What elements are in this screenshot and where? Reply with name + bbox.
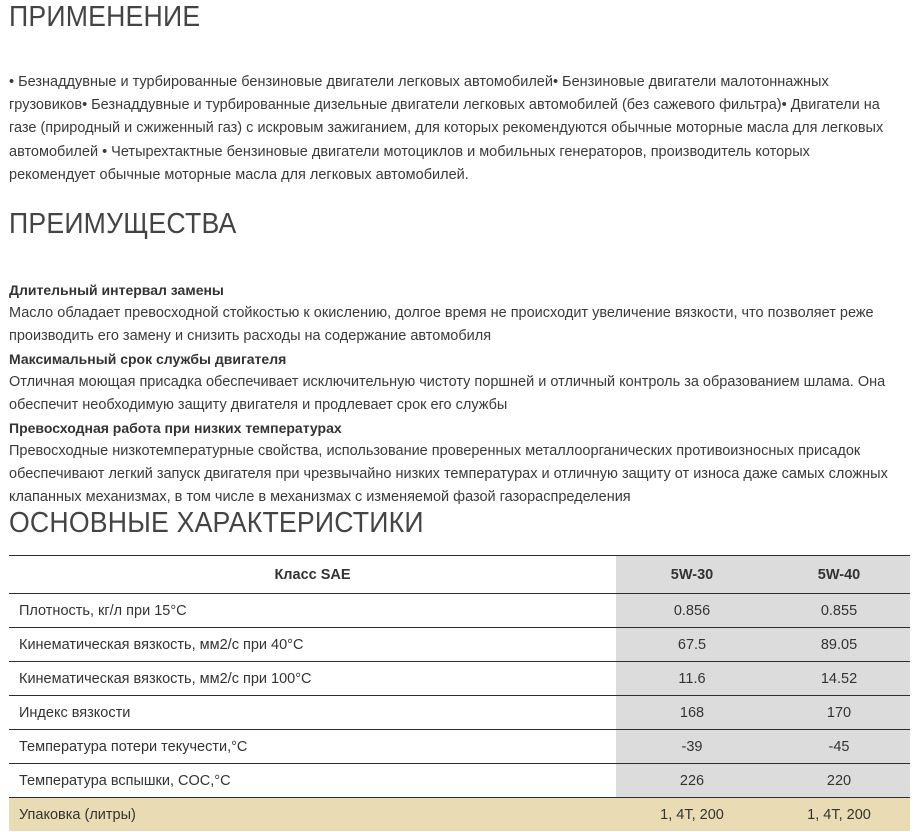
row-label: Индекс вязкости [9, 696, 616, 730]
row-label: Кинематическая вязкость, мм2/с при 100°C [9, 662, 616, 696]
row-value-5w40: 14.52 [768, 662, 910, 696]
table-header-row [9, 556, 910, 594]
packaging-value-5w30: 1, 4T, 200 [616, 798, 768, 832]
advantages-title: ПРЕИМУЩЕСТВА [9, 208, 237, 240]
row-value-5w40: 220 [768, 764, 910, 798]
table-row [9, 764, 910, 798]
header-cell-class: Класс SAE [9, 556, 616, 594]
table-row [9, 730, 910, 764]
row-value-5w40: 170 [768, 696, 910, 730]
specs-title: ОСНОВНЫЕ ХАРАКТЕРИСТИКИ [9, 507, 424, 539]
row-label: Плотность, кг/л при 15°C [9, 594, 616, 628]
advantage-heading: Длительный интервал замены [9, 282, 224, 298]
row-value-5w40: 0.855 [768, 594, 910, 628]
header-cell-5w30: 5W-30 [616, 556, 768, 594]
advantage-text: Превосходные низкотемпературные свойства, использование проверенных металлоорганических противоизносных присадок обеспечивают легкий запуск двигателя при чрезвычайно низких температурах и отличную защиту от износа даже самых сложных клапанных механизмах, в том числе в механизмах с изменяемой фазой газораспределения [9, 443, 888, 505]
packaging-value-5w40: 1, 4T, 200 [768, 798, 910, 832]
row-value-5w30: -39 [616, 730, 768, 764]
table-row [9, 662, 910, 696]
row-value-5w30: 0.856 [616, 594, 768, 628]
packaging-label: Упаковка (литры) [9, 798, 616, 832]
row-label: Кинематическая вязкость, мм2/с при 40°C [9, 628, 616, 662]
row-value-5w30: 67.5 [616, 628, 768, 662]
row-value-5w30: 226 [616, 764, 768, 798]
application-text: • Безнаддувные и турбированные бензиновые двигатели легковых автомобилей• Бензиновые двигатели малотоннажных грузовиков• Безнаддувные и турбированные дизельные двигатели легковых автомобилей (без сажевого фильтра)• Двигатели на газе (природный и сжиженный газ) с искровым зажиганием, для которых рекомендуются обычные моторные масла для легковых автомобилей • Четырехтактные бензиновые двигатели мотоциклов и мобильных генераторов, производитель которых рекомендует обычные моторные масла для легковых автомобилей. [9, 74, 884, 183]
row-value-5w40: -45 [768, 730, 910, 764]
header-cell-5w40: 5W-40 [768, 556, 910, 594]
advantage-heading: Превосходная работа при низких температурах [9, 420, 342, 436]
advantage-text: Масло обладает превосходной стойкостью к окислению, долгое время не происходит увеличение вязкости, что позволяет реже производить его замену и снизить расходы на содержание автомобиля [9, 305, 874, 344]
row-label: Температура потери текучести,°C [9, 730, 616, 764]
table-row [9, 594, 910, 628]
advantages-list [9, 279, 904, 509]
application-title: ПРИМЕНЕНИЕ [9, 1, 201, 33]
row-value-5w30: 11.6 [616, 662, 768, 696]
row-label: Температура вспышки, COC,°C [9, 764, 616, 798]
table-row [9, 696, 910, 730]
advantage-heading: Максимальный срок службы двигателя [9, 351, 287, 367]
advantage-text: Отличная моющая присадка обеспечивает исключительную чистоту поршней и отличный контроль за образованием шлама. Она обеспечит необходимую защиту двигателя и продлевает срок его службы [9, 374, 886, 413]
row-value-5w40: 89.05 [768, 628, 910, 662]
row-value-5w30: 168 [616, 696, 768, 730]
packaging-row [9, 798, 910, 832]
specs-table [9, 555, 910, 831]
table-row [9, 628, 910, 662]
